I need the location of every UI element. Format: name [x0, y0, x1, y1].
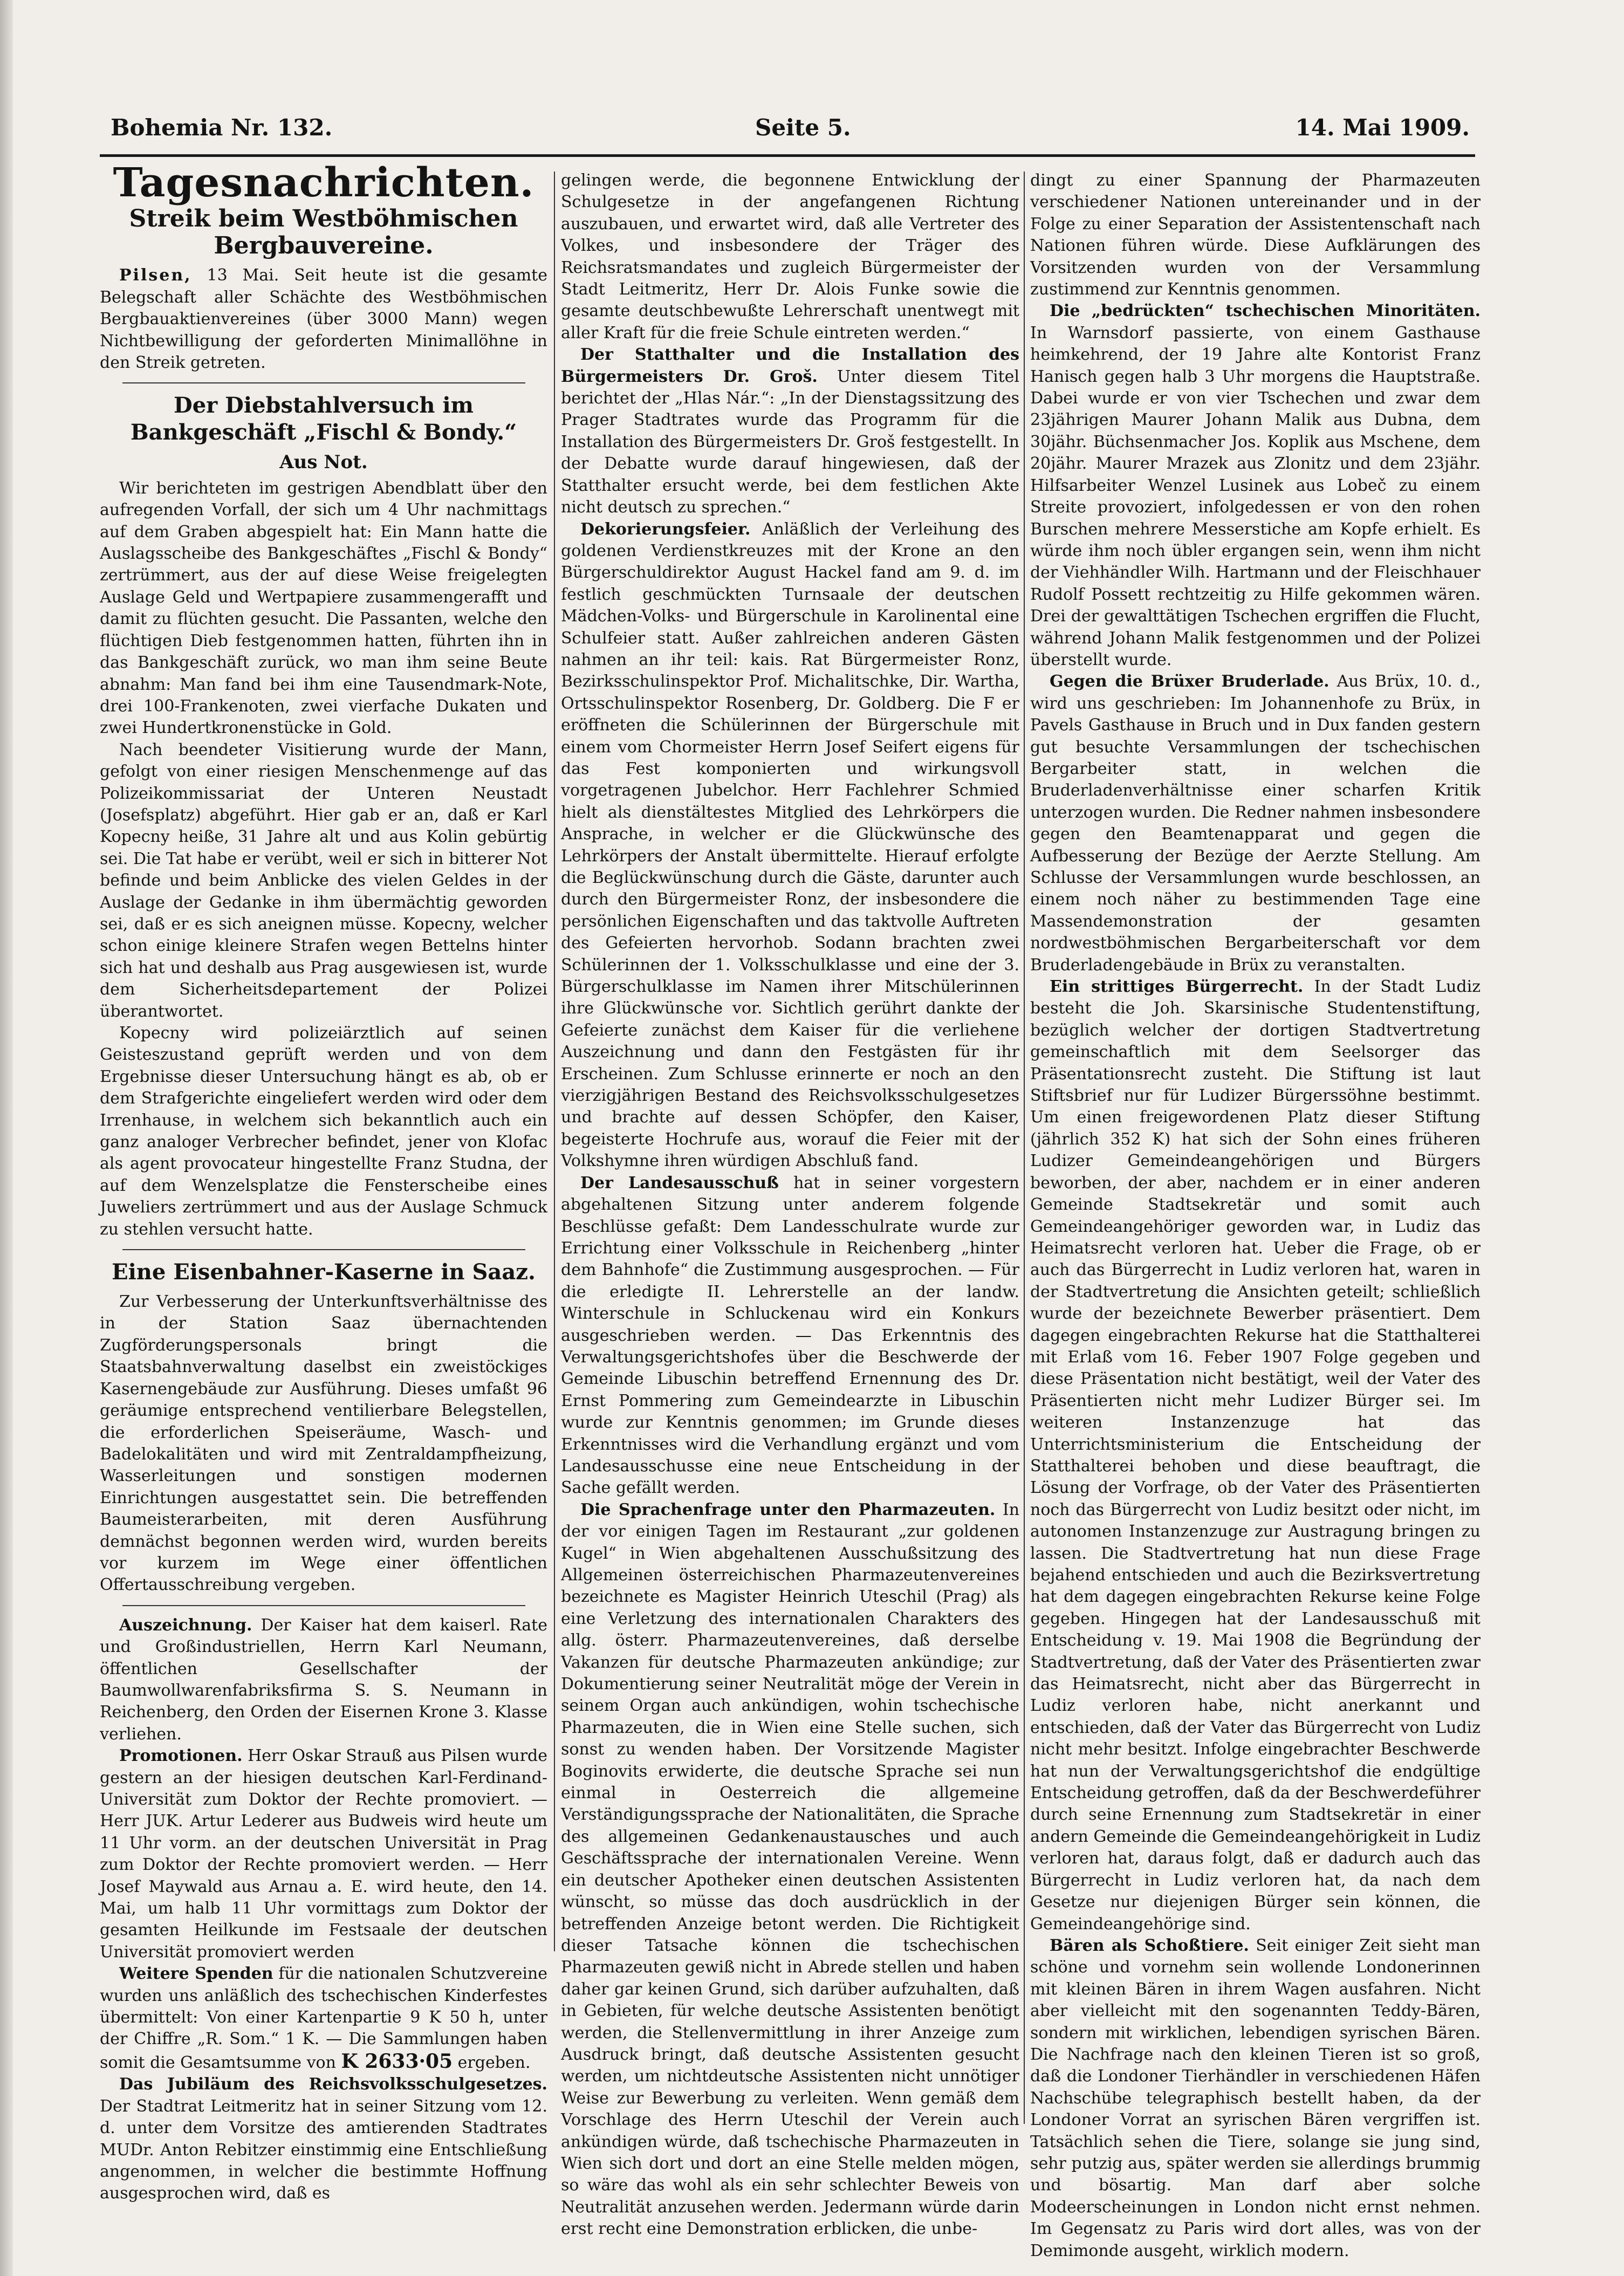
news-keyword: Der Statthalter und die Installation des Bürgermeisters Dr. Groš.	[561, 345, 1019, 386]
news-text: Der Stadtrat Leitmeritz hat in seiner Sitzung vom 12. d. unter dem Vorsitze des amtierenden Stadtrates MUDr. Anton Rebitzer einstimmig eine Entschließung angenommen, in welcher die bestimmte Hoffnung ausgesprochen wird, daß es	[100, 2096, 547, 2203]
article-heading-diebstahl: Der Diebstahlversuch im Bankgeschäft „Fischl & Bondy.“	[130, 393, 517, 445]
news-text: Der Kaiser hat dem kaiserl. Rate und Großindustriellen, Herrn Karl Neumann, öffentlichen Gesellschafter der Baumwollwarenfabriksfirma S. S. Neumann in Reichenberg, den Orden der Eisernen Krone 3. Klasse verliehen.	[100, 1615, 547, 1744]
separator	[122, 1605, 525, 1606]
news-keyword: Auszeichnung.	[119, 1615, 252, 1635]
news-text: hat in seiner vorgestern abgehaltenen Sitzung unter anderem folgende Beschlüsse gefaßt: Dem Landesschulrate wurde zur Errichtung einer Volksschule in Reichenberg „hinter dem Bahnhofe“ die Zustimmung ausgesprochen. — Für die erledigte II. Lehrerstelle an der landw. Winterschule in Schluckenau wird ein Konkurs ausgeschrieben werden. — Das Erkenntnis des Verwaltungsgerichtshofes über die Beschwerde der Gemeinde Libuschin betreffend Ernennung des Dr. Ernst Pommering zum Gemeindearzte in Libuschin wurde zur Kenntnis genommen; im Grunde dieses Erkenntnisses wird die Verhandlung ergänzt und vom Landesausschusse eine neue Entscheidung in der Sache gefällt werden.	[561, 1173, 1019, 1498]
paragraph-continued: gelingen werde, die begonnene Entwicklung der Schulgesetze in der angefangenen Richtung auszubauen, und erwartet wird, daß alle Vertreter des Volkes, und insbesondere der Träger des Reichsratsmandates und zugleich Bürgermeister der Stadt Leitmeritz, Herr Dr. Alois Funke sowie die gesamte deutschbewußte Lehrerschaft unentwegt mit aller Kraft für die freie Schule eintreten werden.“	[561, 171, 1019, 342]
news-item	[1030, 1935, 1481, 2262]
news-text: Seit einiger Zeit sieht man schöne und vornehm sein wollende Londonerinnen mit kleinen Bären in ihrem Wagen ausfahren. Nicht aber vielleicht mit den sogenannten Teddy-Bären, sondern mit wirklichen, lebendigen syrischen Bären. Die Nachfrage nach den kleinen Tieren ist so groß, daß die Londoner Tierhändler in verschiedenen Häfen Nachschübe telegraphisch bestellt haben, da der Londoner Vorrat an syrischen Bären vergriffen ist. Tatsächlich sehen die Tiere, solange sie jung sind, sehr putzig aus, später werden sie allerdings brummig und bösartig. Man darf aber solche Modeerscheinungen in London nicht ernst nehmen. Im Gegensatz zu Paris wird dort alles, was von der Demimonde ausgeht, wirklich modern.	[1030, 1936, 1481, 2260]
news-item	[100, 2074, 547, 2204]
article-text: 13 Mai. Seit heute ist die gesamte Belegschaft aller Schächte des Westböhmischen Bergbauaktienvereines (über 3000 Mann) wegen Nichtbewilligung der geforderten Minimallöhne in den Streik getreten.	[100, 266, 547, 373]
paragraph: Nach beendeter Visitierung wurde der Mann, gefolgt von einer riesigen Menschenmenge auf das Polizeikommissariat der Unteren Neustadt (Josefsplatz) abgeführt. Hier gab er an, daß er Karl Kopecny heiße, 31 Jahre alt und aus Kolin gebürtig sei. Die Tat habe er verübt, weil er sich in bitterer Not befinde und beim Anblicke des vielen Geldes in der Auslage der Gedanke in ihm übermächtig geworden sei, daß er es sich aneignen müsse. Kopecny, welcher schon einige kleinere Strafen wegen Bettelns hinter sich hat und deshalb aus Prag ausgewiesen ist, wurde dem Sicherheitsdepartement der Polizei überantwortet.	[100, 740, 547, 1021]
page-header	[111, 114, 1470, 152]
article-subheading: Aus Not.	[279, 451, 368, 474]
separator	[122, 382, 525, 383]
header-date: 14. Mai 1909.	[1295, 114, 1470, 141]
news-item	[100, 1745, 547, 1963]
news-keyword: Das Jubiläum des Reichsvolksschulgesetzes.	[119, 2075, 547, 2094]
dateline: Pilsen,	[119, 266, 192, 285]
news-keyword: Promotionen.	[119, 1746, 243, 1766]
paragraph: Kopecny wird polizeiärztlich auf seinen Geisteszustand geprüft werden und von dem Ergebnisse dieser Untersuchung hängt es ab, ob er dem Strafgerichte eingeliefert werden wird oder dem Irrenhause, in welchem sich bekanntlich auch ein ganz analoger Verbrecher befindet, jener von Klofac als agent provocateur hingestellte Franz Studna, der auf dem Wenzelsplatze die Fensterscheibe eines Juweliers zertrümmert und aus der Auslage Schmuck zu stehlen versucht hatte.	[100, 1024, 547, 1239]
scan-edge	[0, 0, 13, 2276]
news-text: Aus Brüx, 10. d., wird uns geschrieben: Im Johannenhofe zu Brüx, in Pavels Gasthause in Bruch und in Dux fanden gestern gut besuchte Versammlungen der tschechischen Bergarbeiter statt, in welchen die Bruderladenverhältnisse einer scharfen Kritik unterzogen wurden. Die Redner nahmen insbesondere gegen den Beamtenapparat und gegen die Aufbesserung der Bezüge der Aerzte Stellung. Am Schlusse der Versammlungen wurde beschlossen, an einem noch näher zu bestimmenden Tage eine Massendemonstration der gesamten nordwestböhmischen Bergarbeiterschaft vor dem Bruderladengebäude in Brüx zu veranstalten.	[1030, 672, 1481, 975]
news-text: In der vor einigen Tagen im Restaurant „zur goldenen Kugel“ in Wien abgehaltenen Ausschußsitzung des Allgemeinen österreichischen Pharmazeutenvereines bezeichnete es Magister Heinrich Uteschil (Prag) als eine Verletzung des internationalen Charakters des allg. österr. Pharmazeutenvereines, daß derselbe Vakanzen für deutsche Pharmazeuten ankündige; zur Dokumentierung seiner Neutralität möge der Verein in seinem Organ auch ankündigen, wohin tschechische Pharmazeuten, die in Wien eine Stelle suchen, sich sonst zu wenden haben. Der Vorsitzende Magister Boginovits erwiderte, die deutsche Sprache sei nun einmal in Oesterreich die allgemeine Verständigungssprache der Nationalitäten, die Sprache des allgemeinen Gedankenaustausches und auch Geschäftssprache der internationalen Vereine. Wenn ein deutscher Apotheker einen deutschen Assistenten wünscht, so müsse das doch ausdrücklich in der betreffenden Anzeige betont werden. Die Richtigkeit dieser Tatsache können die tschechischen Pharmazeuten gewiß nicht in Abrede stellen und haben daher gar keinen Grund, sich darüber aufzuhalten, daß in Gebieten, für welche deutsche Assistenten benötigt werden, die Stellenvermittlung in ihrer Anzeige zum Ausdruck bringt, daß deutsche Assistenten gesucht werden, um nichtdeutsche Assistenten nicht unnötiger Weise zur Bewerbung zu verleiten. Wenn gemäß dem Vorschlage des Herrn Uteschil der Verein auch ankündigen würde, daß tschechische Pharmazeuten in Wien sich dort und dort an eine Stelle melden mögen, so wäre das wohl als ein sehr schlechter Beweis von Neutralität anzusehen werden. Jedermann würde darin erst recht eine Demonstration erblicken, die unbe-	[561, 1500, 1020, 2239]
article-heading-kaserne: Eine Eisenbahner-Kaserne in Saaz.	[112, 1259, 536, 1285]
news-keyword: Weitere Spenden	[119, 1964, 273, 1984]
section-title: Tagesnachrichten.	[113, 160, 535, 206]
column-1	[100, 160, 547, 2203]
donation-total: K 2633·05	[341, 2049, 453, 2073]
news-item	[561, 344, 1019, 518]
column-divider-1	[554, 172, 555, 1951]
paragraph: Wir berichteten im gestrigen Abendblatt über den aufregenden Vorfall, der sich um 4 Uhr nachmittags auf dem Graben abgespielt hat: Ein Mann hatte die Auslagsscheibe des Bankgeschäftes „Fischl & Bondy“ zertrümmert, aus der auf diese Weise freigelegten Auslage Geld und Wertpapiere zusammengerafft und damit zu flüchten gesucht. Die Passanten, welche den flüchtigen Dieb festgenommen hatten, führten ihn in das Bankgeschäft zurück, wo man ihm seine Beute abnahm: Man fand bei ihm eine Tausendmark-Note, drei 100-Frankenoten, zwei vierfache Dukaten und zwei Hundertkronenstücke in Gold.	[100, 478, 547, 738]
news-keyword: Die Sprachenfrage unter den Pharmazeuten.	[580, 1500, 996, 1519]
news-item	[561, 519, 1019, 1173]
news-item	[1030, 671, 1481, 976]
article-heading-streik: Streik beim Westböhmischen Bergbauvereine.	[129, 205, 518, 260]
news-keyword: Dekorierungsfeier.	[580, 519, 751, 539]
news-item	[561, 1499, 1019, 2240]
paragraph: Zur Verbesserung der Unterkunftsverhältnisse des in der Station Saaz übernachtenden Zugförderungspersonals bringt die Staatsbahnverwaltung daselbst ein zweistöckiges Kasernengebäude zur Ausführung. Dieses umfaßt 96 geräumige entsprechend ventilierbare Belegstellen, die erforderlichen Speiseräume, Wasch- und Badelokalitäten und wird mit Zentraldampfheizung, Wasserleitungen und sonstigen modernen Einrichtungen ausgestattet sein. Die betreffenden Baumeisterarbeiten, mit deren Ausführung demnächst begonnen werden wird, wurden bereits vor kurzem im Wege einer öffentlichen Offertausschreibung vergeben.	[100, 1292, 547, 1595]
news-text: Unter diesem Titel berichtet der „Hlas Nár.“: „In der Dienstagssitzung des Prager Stadtrates wurde das Programm für die Installation des Bürgermeisters Dr. Groš festgestellt. In der Debatte wurde darauf hingewiesen, daß der Statthalter ersucht werde, bei dem festlichen Akte nicht deutsch zu sprechen.“	[561, 367, 1019, 517]
paragraph-continued: dingt zu einer Spannung der Pharmazeuten verschiedener Nationen untereinander und in der Folge zu einer Separation der Assistentenschaft nach Nationen führen würde. Diese Aufklärungen des Vorsitzenden wurden von der Versammlung zustimmend zur Kenntnis genommen.	[1030, 171, 1481, 299]
separator	[122, 1249, 525, 1250]
column-3	[1030, 170, 1481, 2260]
news-text: In der Stadt Ludiz besteht die Joh. Skarsinische Studentenstiftung, bezüglich welcher der dortigen Stadtvertretung gemeinschaftlich mit dem Seelsorger das Präsentationsrecht zusteht. Die Stiftung ist laut Stiftsbrief nur für Ludizer Bürgerssöhne bestimmt. Um einen freigewordenen Platz dieser Stiftung (jährlich 352 K) hat sich der Sohn eines früheren Ludizer Gemeindeangehörigen und Bürgers beworben, der aber, nachdem er in einer anderen Gemeinde Stadtsekretär und somit auch Gemeindeangehöriger geworden war, in Ludiz das Heimatsrecht verloren hat. Ueber die Frage, ob er auch das Bürgerrecht in Ludiz verloren hat, waren in der Stadtvertretung die Ansichten geteilt; schließlich wurde der bezeichnete Bewerber präsentiert. Dem dagegen eingebrachten Rekurse hat die Statthalterei mit Erlaß vom 16. Feber 1907 Folge gegeben und diese Präsentation nicht bestätigt, weil der Vater des Präsentierten nicht mehr Ludizer Bürger sei. Im weiteren Instanzenzuge hat das Unterrichtsministerium die Entscheidung der Statthalterei behoben und diese beauftragt, die Lösung der Vorfrage, ob der Vater des Präsentierten noch das Bürgerrecht von Ludiz besitzt oder nicht, im autonomen Instanzenzuge zur Austragung bringen zu lassen. Die Stadtvertretung hat nun diese Frage bejahend entschieden und auch die Bezirksvertretung hat dem dagegen eingebrachten Rekurse keine Folge gegeben. Hingegen hat der Landesausschuß mit Entscheidung v. 19. Mai 1908 die Begründung der Stadtvertretung, daß der Vater des Präsentierten zwar das Heimatsrecht, nicht aber das Bürgerrecht in Ludiz verloren habe, nicht anerkannt und entschieden, daß der Vater das Bürgerrecht von Ludiz nicht mehr besitzt. Infolge eingebrachter Beschwerde hat nun der Verwaltungsgerichtshof die endgültige Entscheidung getroffen, daß da der Beschwerdeführer durch seine Ernennung zum Stadtsekretär in einer andern Gemeinde die Gemeindeangehörigkeit in Ludiz verloren hat, daraus folgt, daß er dadurch auch das Bürgerrecht in Ludiz verloren hat, da nach dem Gesetze nur diejenigen Bürger sein können, die Gemeindeangehörige sind.	[1030, 977, 1481, 1934]
news-text: Herr Oskar Strauß aus Pilsen wurde gestern an der hiesigen deutschen Karl-Ferdinand-Universität zum Doktor der Rechte promoviert. — Herr JUK. Artur Lederer aus Budweis wird heute um 11 Uhr vorm. an der deutschen Universität in Prag zum Doktor der Rechte promoviert werden. — Herr Josef Maywald aus Arnau a. E. wird heute, den 14. Mai, um halb 11 Uhr vormittags zum Doktor der gesamten Heilkunde im Festsaale der deutschen Universität promoviert werden	[100, 1746, 547, 1962]
news-text: In Warnsdorf passierte, von einem Gasthause heimkehrend, der 19 Jahre alte Kontorist Franz Hanisch gegen halb 3 Uhr morgens die Hauptstraße. Dabei wurde er von vier Tschechen und zwar dem 23jährigen Maurer Johann Malik aus Dubna, dem 30jähr. Büchsenmacher Jos. Koplik aus Mschene, dem 20jähr. Maurer Mrazek aus Zlonitz und dem 23jähr. Hilfsarbeiter Wenzel Lusinek aus Lobeč zu einem Streite provoziert, infolgedessen er von den rohen Burschen mehrere Messerstiche am Kopfe erhielt. Es würde ihm noch übler ergangen sein, wenn ihm nicht der Viehhändler Wilh. Hartmann und der Fleischhauer Rudolf Possett rechtzeitig zu Hilfe gekommen wären. Drei der gewalttätigen Tschechen ergriffen die Flucht, während Johann Malik festgenommen und der Polizei überstellt wurde.	[1030, 323, 1481, 669]
header-page-number: Seite 5.	[755, 114, 851, 141]
news-item	[1030, 300, 1481, 671]
news-keyword: Ein strittiges Bürgerrecht.	[1050, 977, 1304, 997]
header-issue: Bohemia Nr. 132.	[111, 114, 333, 141]
column-divider-2	[1024, 172, 1025, 2124]
header-rule	[100, 154, 1475, 157]
news-keyword: Bären als Schoßtiere.	[1050, 1936, 1249, 1955]
news-text: ergeben.	[457, 2053, 531, 2072]
news-item	[1030, 976, 1481, 1935]
news-item	[561, 1173, 1019, 1499]
article-streik-body	[100, 265, 547, 374]
news-text: Anläßlich der Verleihung des goldenen Verdienstkreuzes mit der Krone an den Bürgerschuldirektor August Hackel fand am 9. d. im festlich geschmückten Turnsaale der deutschen Mädchen-Volks- und Bürgerschule in Karolinental eine Schulfeier statt. Außer zahlreichen anderen Gästen nahmen an ihr teil: kais. Rat Bürgermeister Ronz, Bezirksschulinspektor Prof. Michalitschke, Dir. Wartha, Ortsschulinspektor Rosenberg, Dr. Goldberg. Die F er eröffneten die Schülerinnen der Bürgerschule mit einem vom Chormeister Herrn Josef Seifert eigens für das Fest komponierten und wirkungsvoll vorgetragenen Jubelchor. Herr Fachlehrer Schmied hielt als dienstältestes Mitglied des Lehrkörpers die Ansprache, in welcher er die Glückwünsche des Lehrkörpers der Anstalt übermittelte. Hierauf erfolgte die Beglückwünschung durch die Gäste, darunter auch durch den Bürgermeister Ronz, der insbesondere die persönlichen Eigenschaften und das taktvolle Auftreten des Gefeierten hervorhob. Sodann brachten zwei Schülerinnen der 1. Volksschulklasse und eine der 3. Bürgerschulklasse im Namen ihrer Mitschülerinnen ihre Glückwünsche vor. Sichtlich gerührt dankte der Gefeierte zunächst dem Kaiser für die verliehene Auszeichnung und dann den Festgästen für ihr Erscheinen. Zum Schlusse erinnerte er noch an den vierzigjährigen Bestand des Reichsvolksschulgesetzes und brachte auf dessen Schöpfer, den Kaiser, begeisterte Hochrufe aus, worauf die Feier mit der Volkshymne ihren würdigen Abschluß fand.	[561, 519, 1019, 1171]
news-keyword: Der Landesausschuß	[580, 1173, 779, 1192]
column-2	[561, 170, 1020, 2239]
news-item	[100, 1615, 547, 1745]
news-keyword: Die „bedrückten“ tschechischen Minoritäten.	[1050, 301, 1481, 321]
news-item	[100, 1963, 547, 2074]
news-keyword: Gegen die Brüxer Bruderlade.	[1050, 672, 1330, 691]
news-text: für die nationalen Schutzvereine wurden uns anläßlich des tschechischen Kinderfestes übermittelt: Von einer Kartenpartie 9 K 50 h, unter der Chiffre „R. Som.“ 1 K. — Die Sammlungen haben somit die Gesamtsumme von	[100, 1964, 547, 2072]
